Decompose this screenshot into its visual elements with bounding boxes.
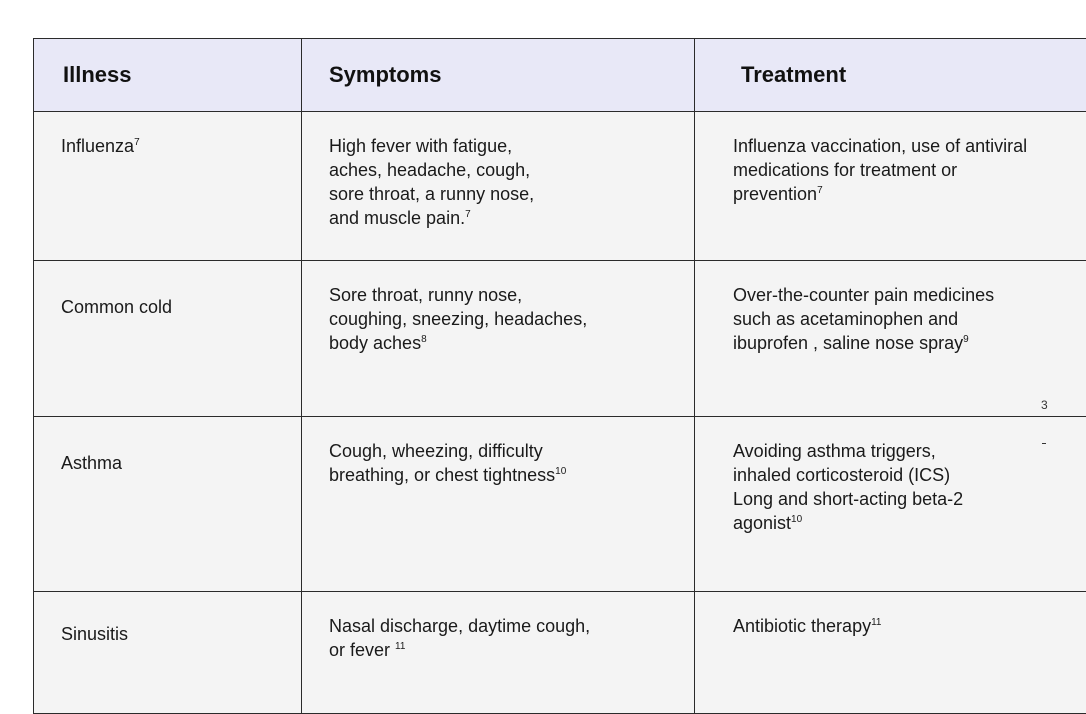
illness-cell: [34, 592, 302, 714]
table-row: [34, 417, 1086, 592]
treatment-text: such as acetaminophen and: [733, 309, 958, 329]
symptoms-line: [329, 463, 682, 487]
treatment-text: inhaled corticosteroid (ICS): [733, 465, 950, 485]
treatment-line: [733, 331, 1086, 355]
header-illness: Illness: [34, 39, 302, 112]
symptoms-text: and muscle pain.: [329, 208, 465, 228]
illness-cell: [34, 112, 302, 261]
symptoms-cell: [302, 417, 695, 592]
symptoms-line: [329, 206, 682, 230]
table-row: [34, 261, 1086, 417]
treatment-text: medications for treatment or: [733, 160, 957, 180]
illness-table: [33, 38, 1086, 714]
illness-name: Influenza: [61, 136, 134, 156]
illness-name: Common cold: [61, 297, 172, 317]
header-treatment: Treatment: [695, 39, 1086, 112]
citation-ref: 7: [134, 137, 140, 148]
symptoms-cell: [302, 261, 695, 417]
symptoms-text: or fever: [329, 640, 395, 660]
symptoms-line: [329, 638, 682, 662]
treatment-cell: [695, 261, 1086, 417]
symptoms-line: [329, 439, 682, 463]
treatment-text: Over-the-counter pain medicines: [733, 285, 994, 305]
treatment-line: [733, 307, 1086, 331]
treatment-cell: [695, 112, 1086, 261]
symptoms-text: Nasal discharge, daytime cough,: [329, 616, 590, 636]
treatment-text: ibuprofen , saline nose spray: [733, 333, 963, 353]
citation-ref: 7: [465, 209, 471, 220]
table-row: [34, 592, 1086, 714]
edge-tick: [1042, 443, 1046, 444]
edge-mark: 3: [1041, 398, 1048, 412]
illness-name: Sinusitis: [61, 624, 128, 644]
symptoms-text: sore throat, a runny nose,: [329, 184, 534, 204]
symptoms-text: Sore throat, runny nose,: [329, 285, 522, 305]
header-symptoms: Symptoms: [302, 39, 695, 112]
treatment-line: [733, 158, 1086, 182]
symptoms-text: High fever with fatigue,: [329, 136, 512, 156]
treatment-text: agonist: [733, 513, 791, 533]
treatment-line: [733, 487, 1086, 511]
citation-ref: 8: [421, 334, 427, 345]
citation-ref: 10: [555, 466, 566, 477]
treatment-text: Avoiding asthma triggers,: [733, 441, 936, 461]
treatment-cell: [695, 417, 1086, 592]
treatment-text: Antibiotic therapy: [733, 616, 871, 636]
symptoms-line: [329, 158, 682, 182]
treatment-line: [733, 463, 1086, 487]
symptoms-line: [329, 134, 682, 158]
symptoms-text: aches, headache, cough,: [329, 160, 530, 180]
symptoms-cell: [302, 592, 695, 714]
table-row: [34, 112, 1086, 261]
citation-ref: 7: [817, 185, 823, 196]
symptoms-line: [329, 182, 682, 206]
symptoms-text: breathing, or chest tightness: [329, 465, 555, 485]
treatment-line: [733, 439, 1086, 463]
citation-ref: 10: [791, 514, 802, 525]
treatment-cell: [695, 592, 1086, 714]
illness-cell: [34, 417, 302, 592]
treatment-line: [733, 134, 1086, 158]
symptoms-line: [329, 331, 682, 355]
treatment-text: Long and short-acting beta-2: [733, 489, 963, 509]
header-row: [34, 39, 1086, 112]
citation-ref: 11: [395, 641, 405, 652]
citation-ref: 9: [963, 334, 969, 345]
symptoms-cell: [302, 112, 695, 261]
symptoms-line: [329, 283, 682, 307]
treatment-line: [733, 614, 1086, 638]
symptoms-text: coughing, sneezing, headaches,: [329, 309, 587, 329]
illness-cell: [34, 261, 302, 417]
treatment-text: Influenza vaccination, use of antiviral: [733, 136, 1027, 156]
citation-ref: 11: [871, 617, 881, 628]
symptoms-text: Cough, wheezing, difficulty: [329, 441, 543, 461]
symptoms-line: [329, 307, 682, 331]
treatment-line: [733, 511, 1086, 535]
treatment-text: prevention: [733, 184, 817, 204]
treatment-line: [733, 283, 1086, 307]
treatment-line: [733, 182, 1086, 206]
illness-name: Asthma: [61, 453, 122, 473]
symptoms-text: body aches: [329, 333, 421, 353]
symptoms-line: [329, 614, 682, 638]
